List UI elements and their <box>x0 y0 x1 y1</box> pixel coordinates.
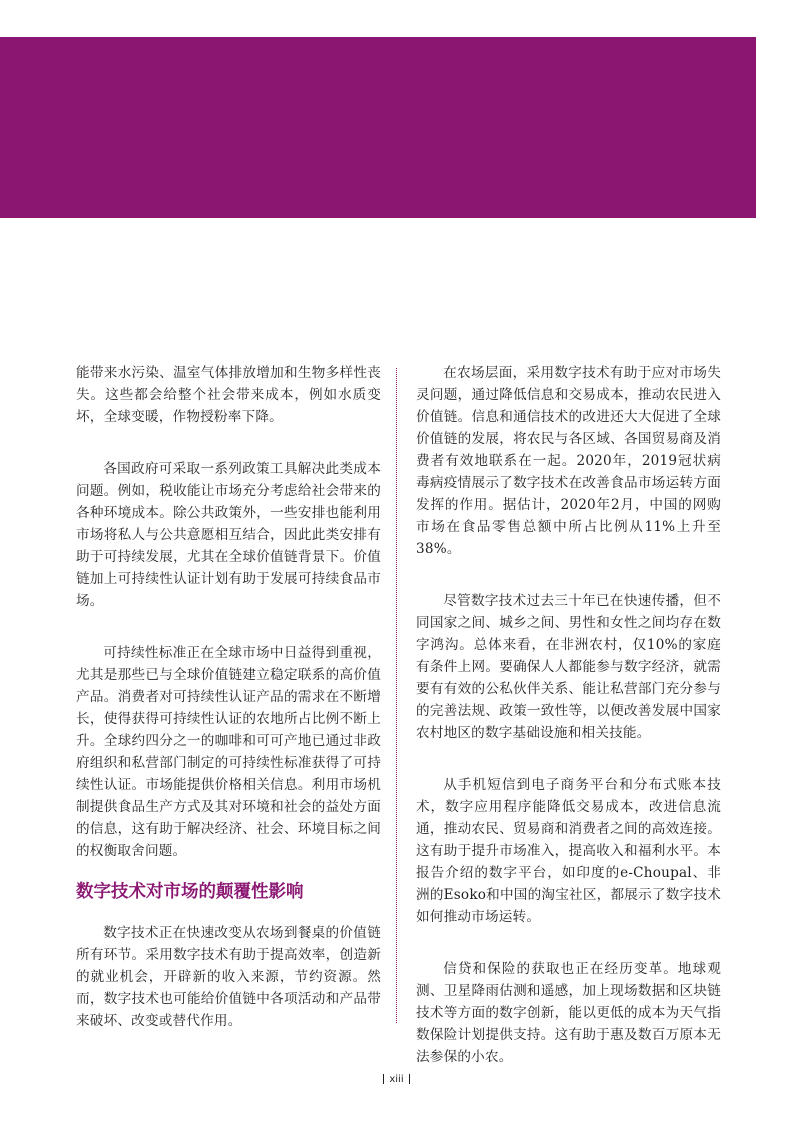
paragraph: 数字技术正在快速改变从农场到餐桌的价值链所有环节。采用数字技术有助于提高效率，创造新的就业机会，开辟新的收入来源，节约资源。然而，数字技术也可能给价值链中各项活动和产品带来破坏、改变或替代作用。 <box>76 925 381 1029</box>
paragraph: 可持续性标准正在全球市场中日益得到重视，尤其是那些已与全球价值链建立稳定联系的高价值产品。消费者对可持续性认证产品的需求在不断增长，使得获得可持续性认证的农地所占比例不断上升。全球约四分之一的咖啡和可可产地已通过非政府组织和私营部门制定的可持续性标准获得了可持续性认证。市场能提供价格相关信息。利用市场机制提供食品生产方式及其对环境和社会的益处方面的信息，这有助于解决经济、社会、环境目标之间的权衡取舍问题。 <box>76 645 381 859</box>
folio-bar-left <box>383 1074 384 1084</box>
paragraph: 能带来水污染、温室气体排放增加和生物多样性丧失。这些都会给整个社会带来成本，例如水质变坏，全球变暖，作物授粉率下降。 <box>76 365 381 425</box>
section-heading: 数字技术对市场的颠覆性影响 <box>76 882 304 902</box>
column-divider <box>396 368 397 1023</box>
page-number <box>0 1074 793 1085</box>
folio-bar-right <box>409 1074 410 1084</box>
paragraph: 各国政府可采取一系列政策工具解决此类成本问题。例如，税收能让市场充分考虑给社会带来的各种环境成本。除公共政策外，一些安排也能利用市场将私人与公共意愿相互结合，因此此类安排有助于可持续发展，尤其在全球价值链背景下。价值链加上可持续性认证计划有助于发展可持续食品市场。 <box>76 461 381 609</box>
paragraph: 从手机短信到电子商务平台和分布式账本技术，数字应用程序能降低交易成本，改进信息流通，推动农民、贸易商和消费者之间的高效连接。这有助于提升市场准入，提高收入和福利水平。本报告介绍的数字平台，如印度的e-Choupal、非洲的Esoko和中国的淘宝社区，都展示了数字技术如何推动市场运转。 <box>416 777 721 925</box>
header-banner <box>0 37 756 218</box>
paragraph: 尽管数字技术过去三十年已在快速传播，但不同国家之间、城乡之间、男性和女性之间均存在数字鸿沟。总体来看，在非洲农村，仅10%的家庭有条件上网。要确保人人都能参与数字经济，就需要有有效的公私伙伴关系、能让私营部门充分参与的完善法规、政策一致性等，以便改善发展中国家农村地区的数字基础设施和相关技能。 <box>416 593 721 741</box>
left-column <box>76 362 381 1032</box>
paragraph: 在农场层面，采用数字技术有助于应对市场失灵问题，通过降低信息和交易成本，推动农民进入价值链。信息和通信技术的改进还大大促进了全球价值链的发展，将农民与各区域、各国贸易商及消费者有效地联系在一起。2020年，2019冠状病毒病疫情展示了数字技术在改善食品市场运转方面发挥的作用。据估计，2020年2月，中国的网购市场在食品零售总额中所占比例从11%上升至38%。 <box>416 365 721 557</box>
page-number-text: xiii <box>389 1074 404 1085</box>
right-column <box>416 362 721 1068</box>
paragraph: 信贷和保险的获取也正在经历变革。地球观测、卫星降雨估测和遥感，加上现场数据和区块链技术等方面的数字创新，能以更低的成本为天气指数保险计划提供支持。这有助于惠及数百万原本无法参保的小农。 <box>416 961 721 1065</box>
